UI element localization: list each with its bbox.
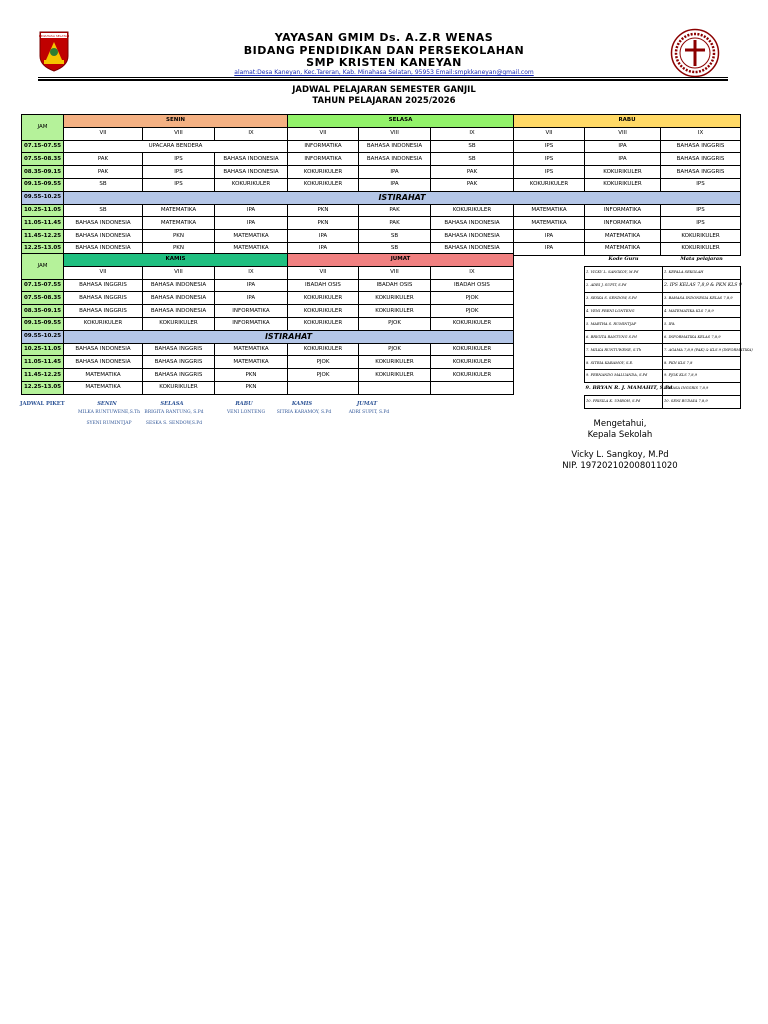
schedule-cell: BAHASA INDONESIA: [143, 279, 215, 292]
schedule-cell: BAHASA INGGRIS: [143, 356, 215, 369]
schedule-row: [22, 356, 514, 369]
teacher-row: [585, 292, 741, 305]
schedule-cell: PKN: [288, 204, 359, 217]
schedule-cell: BAHASA INDONESIA: [215, 166, 288, 179]
schedule-cell: KOKURIKULER: [288, 343, 359, 356]
school-address-link[interactable]: alamat:Desa Kaneyan, Kec.Tareran, Kab. Minahasa Selatan, 95953 Email:smpkkaneyan@gmail.com: [234, 69, 534, 76]
class-header: VIII: [143, 266, 215, 279]
schedule-cell: MATEMATIKA: [215, 343, 288, 356]
piket-day-selasa: SELASA: [160, 401, 184, 407]
schedule-cell: IPS: [514, 140, 585, 153]
schedule-cell: IPS: [514, 153, 585, 166]
schedule-cell: IPS: [514, 166, 585, 179]
class-header: VII: [64, 127, 143, 140]
schedule-cell: MATEMATIKA: [585, 242, 661, 255]
time-slot: 12.25-13.05: [22, 242, 64, 255]
schedule-cell: IPA: [359, 166, 431, 179]
schedule-cell: KOKURIKULER: [359, 305, 431, 318]
teacher-subject: 10. SENI BUDAYA 7,8,9: [663, 395, 741, 408]
day-header-rabu: RABU: [514, 115, 741, 128]
schedule-cell: PKN: [143, 230, 215, 243]
teacher-row: [585, 344, 741, 357]
time-slot: 11.45-12.25: [22, 369, 64, 382]
schedule-cell: PJOK: [431, 305, 514, 318]
acknowledged-label: Mengetahui,: [593, 419, 647, 429]
schedule-cell: SB: [64, 204, 143, 217]
schedule-row: [22, 381, 514, 394]
schedule-cell: BAHASA INGGRIS: [661, 166, 741, 179]
schedule-cell: BAHASA INDONESIA: [431, 217, 514, 230]
schedule-cell: PJOK: [359, 317, 431, 330]
school-name: SMP KRISTEN KANEYAN: [306, 56, 462, 69]
class-header: IX: [431, 127, 514, 140]
piket-day-jumat: JUMAT: [356, 401, 378, 407]
schedule-row: [22, 204, 741, 217]
class-header: IX: [215, 266, 288, 279]
schedule-cell: BAHASA INDONESIA: [143, 292, 215, 305]
piket-name: VENI LONTENG: [226, 410, 266, 415]
schedule-cell: SB: [64, 178, 143, 191]
piket-name: BRIGITA RANTUNG, S.Pd: [144, 410, 204, 415]
schedule-cell: MATEMATIKA: [215, 242, 288, 255]
teacher-name: 2. ADRI J. SUPIT, S.Pd: [585, 279, 663, 292]
schedule-cell: KOKURIKULER: [431, 204, 514, 217]
teacher-name: 1. VICKY L. SANGKOY, M.Pd: [585, 266, 663, 279]
schedule-cell: KOKURIKULER: [431, 317, 514, 330]
schedule-cell: MATEMATIKA: [143, 204, 215, 217]
schedule-cell: MATEMATIKA: [215, 356, 288, 369]
schedule-cell: KOKURIKULER: [585, 178, 661, 191]
principal-title: Kepala Sekolah: [587, 430, 653, 440]
schedule-cell: PJOK: [288, 369, 359, 382]
time-slot: 07.15-07.55: [22, 140, 64, 153]
time-slot: 10.25-11.05: [22, 343, 64, 356]
schedule-cell: [359, 381, 431, 394]
schedule-cell: KOKURIKULER: [288, 305, 359, 318]
teacher-row: [585, 305, 741, 318]
schedule-cell: INFORMATIKA: [288, 153, 359, 166]
time-slot: 08.35-09.15: [22, 166, 64, 179]
teacher-subject: 7. AGAMA 7,8,9 (PAK) & KLS 9 (INFORMATIKA): [663, 344, 741, 357]
schedule-row: [22, 153, 741, 166]
schedule-cell: PJOK: [288, 356, 359, 369]
time-slot: 07.55-08.35: [22, 153, 64, 166]
teacher-name: 6. BRIGITA RANTUNG S.Pd: [585, 331, 663, 344]
teacher-subject: 3. BAHASA INDONESIA KELAS 7,8,9: [663, 292, 741, 305]
teacher-code-heading: Kode Guru: [608, 256, 639, 263]
schedule-cell: MATEMATIKA: [514, 204, 585, 217]
schedule-cell: IBADAH OSIS: [288, 279, 359, 292]
schedule-cell: IPS: [143, 166, 215, 179]
class-header: VIII: [585, 127, 661, 140]
schedule-cell: KOKURIKULER: [288, 292, 359, 305]
teacher-name: 9. BRYAN R. J. MAMAHIT, S.Pd: [585, 382, 663, 395]
schedule-cell: SB: [431, 140, 514, 153]
schedule-cell: KOKURIKULER: [514, 178, 585, 191]
schedule-cell: BAHASA INDONESIA: [143, 305, 215, 318]
schedule-cell: INFORMATIKA: [215, 317, 288, 330]
teacher-subject: BAHASA INGGRIS 7,8,9: [663, 382, 741, 395]
schedule-cell: PJOK: [359, 343, 431, 356]
schedule-cell: [288, 381, 359, 394]
jam-header: JAM: [22, 254, 64, 280]
teacher-name: 4. VENI FRENI LONTENG: [585, 305, 663, 318]
time-slot: 10.25-11.05: [22, 204, 64, 217]
schedule-cell: MATEMATIKA: [64, 369, 143, 382]
teacher-row: [585, 382, 741, 395]
header-divider: [38, 77, 728, 78]
istirahat-row: [22, 330, 514, 343]
schedule-cell: KOKURIKULER: [585, 166, 661, 179]
schedule-cell: IPA: [288, 230, 359, 243]
class-header: VIII: [359, 127, 431, 140]
class-header: IX: [431, 266, 514, 279]
left-logo-text: MINAHASA SELATAN: [38, 34, 70, 38]
schedule-cell: KOKURIKULER: [288, 317, 359, 330]
piket-name: SITRIA KARAMOY, S.Pd: [276, 410, 332, 415]
schedule-cell: MATEMATIKA: [585, 230, 661, 243]
istirahat-label: ISTIRAHAT: [64, 330, 514, 343]
schedule-cell: KOKURIKULER: [431, 369, 514, 382]
header-divider-thick: [38, 79, 728, 81]
schedule-cell: IPA: [215, 292, 288, 305]
schedule-cell: MATEMATIKA: [215, 230, 288, 243]
teacher-row: [585, 266, 741, 279]
schedule-cell: BAHASA INDONESIA: [359, 153, 431, 166]
teacher-subject: 9. PJOK KLS 7,8,9: [663, 370, 741, 383]
piket-name: MILKA RUNTUWENE,S.Th: [78, 410, 140, 415]
time-slot: 09.15-09.55: [22, 317, 64, 330]
class-header: VII: [64, 266, 143, 279]
schedule-cell: PAK: [64, 153, 143, 166]
schedule-cell: KOKURIKULER: [143, 381, 215, 394]
day-header-senin: SENIN: [64, 115, 288, 128]
schedule-cell: INFORMATIKA: [288, 140, 359, 153]
schedule-cell: [431, 381, 514, 394]
class-header: VII: [288, 127, 359, 140]
schedule-cell: IPA: [585, 140, 661, 153]
schedule-cell: BAHASA INDONESIA: [64, 230, 143, 243]
schedule-cell: BAHASA INDONESIA: [431, 242, 514, 255]
teacher-name: 7. MILKA RUNTUWENE, S.Th: [585, 344, 663, 357]
education-division: BIDANG PENDIDIKAN DAN PERSEKOLAHAN: [243, 44, 525, 57]
schedule-cell: PKN: [143, 242, 215, 255]
schedule-cell: IPA: [514, 242, 585, 255]
schedule-cell: BAHASA INDONESIA: [64, 242, 143, 255]
foundation-name: YAYASAN GMIM Ds. A.Z.R WENAS: [274, 31, 494, 44]
schedule-cell: SB: [359, 230, 431, 243]
schedule-cell: SB: [431, 153, 514, 166]
schedule-cell: PKN: [288, 217, 359, 230]
schedule-cell: IPA: [585, 153, 661, 166]
class-header: VIII: [143, 127, 215, 140]
teacher-name: 5. MARTHA S. RUMINTJAP: [585, 318, 663, 331]
schedule-row: [22, 317, 514, 330]
schedule-year: TAHUN PELAJARAN 2025/2026: [312, 96, 456, 106]
schedule-row: [22, 292, 514, 305]
teacher-row: [585, 331, 741, 344]
subject-heading: Mata pelajaran: [680, 256, 723, 263]
piket-day-senin: SENIN: [97, 401, 117, 407]
schedule-cell: IPA: [215, 204, 288, 217]
schedule-cell: BAHASA INGGRIS: [143, 369, 215, 382]
schedule-table-thu-fri: [21, 253, 514, 395]
schedule-cell: KOKURIKULER: [359, 356, 431, 369]
schedule-cell: KOKURIKULER: [661, 230, 741, 243]
teacher-table-header: [585, 254, 741, 266]
teacher-name: 3. SESKA S. SENDOW, S.Pd: [585, 292, 663, 305]
schedule-cell: INFORMATIKA: [585, 217, 661, 230]
schedule-cell: BAHASA INDONESIA: [64, 217, 143, 230]
time-slot: 07.15-07.55: [22, 279, 64, 292]
schedule-row: [22, 305, 514, 318]
schedule-cell: PAK: [431, 166, 514, 179]
schedule-cell: MATEMATIKA: [143, 217, 215, 230]
schedule-cell: IPS: [661, 217, 741, 230]
schedule-row: [22, 343, 514, 356]
time-slot: 11.45-12.25: [22, 230, 64, 243]
schedule-cell: PAK: [64, 166, 143, 179]
jam-header: JAM: [22, 115, 64, 141]
schedule-title: JADWAL PELAJARAN SEMESTER GANJIL: [292, 85, 476, 95]
time-slot: 11.05-11.45: [22, 217, 64, 230]
schedule-cell: BAHASA INGGRIS: [661, 140, 741, 153]
schedule-row: [22, 166, 741, 179]
schedule-cell: BAHASA INDONESIA: [64, 343, 143, 356]
schedule-cell: PKN: [215, 381, 288, 394]
schedule-table-mon-wed: [21, 114, 741, 256]
schedule-cell: BAHASA INGGRIS: [661, 153, 741, 166]
principal-name: Vicky L. Sangkoy, M.Pd: [571, 450, 669, 460]
schedule-cell: KOKURIKULER: [288, 166, 359, 179]
schedule-cell: IPS: [143, 153, 215, 166]
schedule-cell: BAHASA INDONESIA: [64, 356, 143, 369]
schedule-cell: BAHASA INGGRIS: [143, 343, 215, 356]
class-header: VII: [288, 266, 359, 279]
piket-name: SYENI RUMINTJAP: [86, 421, 132, 426]
class-header: IX: [215, 127, 288, 140]
time-slot: 08.35-09.15: [22, 305, 64, 318]
teacher-subject: 6. INFORMATIKA KELAS 7,8,9: [663, 331, 741, 344]
schedule-cell: BAHASA INGGRIS: [64, 279, 143, 292]
schedule-cell: KOKURIKULER: [359, 369, 431, 382]
schedule-cell: IPS: [661, 204, 741, 217]
piket-name: SESKA S. SENDOW,S.Pd: [145, 421, 203, 426]
schedule-cell: IPA: [288, 242, 359, 255]
teacher-subject: 4. MATEMATIKA KLS 7,8,9: [663, 305, 741, 318]
piket-day-rabu: RABU: [235, 401, 253, 407]
schedule-cell: PAK: [359, 217, 431, 230]
time-slot: 07.55-08.35: [22, 292, 64, 305]
piket-name: ADRI SUPIT, S.Pd: [348, 410, 390, 415]
schedule-cell: BAHASA INGGRIS: [64, 305, 143, 318]
istirahat-time: 09.55-10.25: [22, 330, 64, 343]
schedule-row: [22, 230, 741, 243]
schedule-cell: INFORMATIKA: [585, 204, 661, 217]
teacher-row: [585, 395, 741, 408]
schedule-cell: KOKURIKULER: [431, 356, 514, 369]
schedule-cell: IPA: [215, 217, 288, 230]
schedule-cell: PAK: [431, 178, 514, 191]
schedule-cell: KOKURIKULER: [288, 178, 359, 191]
principal-nip: NIP. 197202102008011020: [562, 461, 678, 471]
schedule-row: [22, 178, 741, 191]
teacher-name: 10. PRISILA K. UMBOH, S.Pd: [585, 395, 663, 408]
day-header-kamis: KAMIS: [64, 254, 288, 267]
piket-day-kamis: KAMIS: [291, 401, 313, 407]
schedule-cell: MATEMATIKA: [64, 381, 143, 394]
schedule-row: [22, 140, 741, 153]
schedule-cell: IPA: [514, 230, 585, 243]
class-header: VIII: [359, 266, 431, 279]
time-slot: 11.05-11.45: [22, 356, 64, 369]
class-header: IX: [661, 127, 741, 140]
istirahat-label: ISTIRAHAT: [64, 191, 741, 204]
schedule-row: [22, 217, 741, 230]
schedule-cell: PKN: [215, 369, 288, 382]
schedule-cell: IBADAH OSIS: [359, 279, 431, 292]
schedule-cell: PJOK: [431, 292, 514, 305]
istirahat-time: 09.55-10.25: [22, 191, 64, 204]
day-header-jumat: JUMAT: [288, 254, 514, 267]
schedule-cell: KOKURIKULER: [64, 317, 143, 330]
teacher-row: [585, 370, 741, 383]
teacher-subject: 8. PKN KLS 7,8: [663, 357, 741, 370]
class-header: VII: [514, 127, 585, 140]
schedule-cell: IPA: [215, 279, 288, 292]
schedule-cell: BAHASA INGGRIS: [64, 292, 143, 305]
time-slot: 12.25-13.05: [22, 381, 64, 394]
schedule-cell: PAK: [359, 204, 431, 217]
schedule-row: [22, 369, 514, 382]
schedule-cell-merged: UPACARA BENDERA: [64, 140, 288, 153]
schedule-cell: KOKURIKULER: [661, 242, 741, 255]
teacher-row: [585, 357, 741, 370]
schedule-cell: KOKURIKULER: [359, 292, 431, 305]
schedule-row: [22, 279, 514, 292]
schedule-cell: IPS: [661, 178, 741, 191]
time-slot: 09.15-09.55: [22, 178, 64, 191]
teacher-code-table: [584, 254, 753, 409]
teacher-name: 8. SITRIA KARAMOY, S.E.: [585, 357, 663, 370]
schedule-cell: MATEMATIKA: [514, 217, 585, 230]
teacher-subject: 5. IPA: [663, 318, 741, 331]
schedule-cell: IBADAH OSIS: [431, 279, 514, 292]
schedule-cell: KOKURIKULER: [215, 178, 288, 191]
schedule-cell: BAHASA INDONESIA: [431, 230, 514, 243]
schedule-cell: SB: [359, 242, 431, 255]
piket-title: JADWAL PIKET: [20, 401, 65, 407]
teacher-subject: 2. IPS KELAS 7,8,9 & PKN KLS 9: [663, 279, 741, 292]
schedule-cell: INFORMATIKA: [215, 305, 288, 318]
istirahat-row: [22, 191, 741, 204]
teacher-row: [585, 279, 741, 292]
teacher-subject: 1. KEPALA SEKOLAH: [663, 266, 741, 279]
schedule-cell: KOKURIKULER: [143, 317, 215, 330]
day-header-selasa: SELASA: [288, 115, 514, 128]
teacher-row: [585, 318, 741, 331]
schedule-cell: IPA: [359, 178, 431, 191]
schedule-cell: BAHASA INDONESIA: [359, 140, 431, 153]
schedule-cell: KOKURIKULER: [431, 343, 514, 356]
schedule-cell: IPS: [143, 178, 215, 191]
schedule-cell: BAHASA INDONESIA: [215, 153, 288, 166]
teacher-name: 9. FERNANDO MALUANDA, S.Pd: [585, 370, 663, 383]
